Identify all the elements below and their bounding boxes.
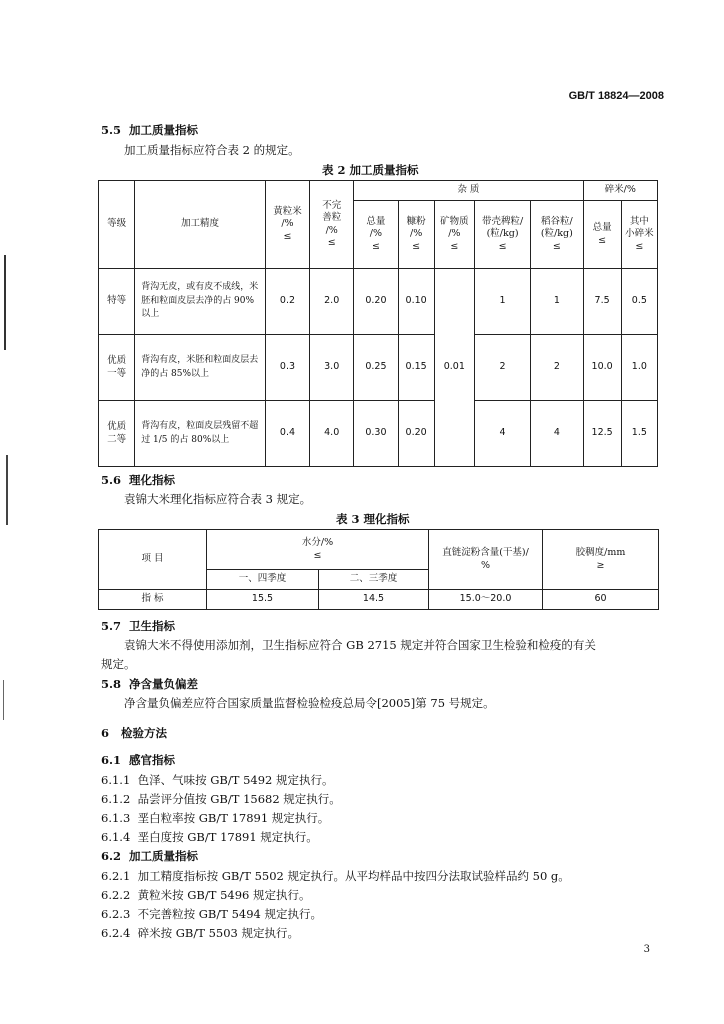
clause-number: 6.2.2 bbox=[101, 888, 131, 902]
value-cell: 0.25 bbox=[354, 335, 398, 401]
clause-text: 品尝评分值按 GB/T 15682 规定执行。 bbox=[137, 792, 341, 806]
header-season-1-4: 一、四季度 bbox=[207, 570, 319, 590]
value-cell: 15.5 bbox=[207, 590, 319, 610]
value-cell: 0.5 bbox=[621, 269, 657, 335]
header-small-broken: 其中 小碎米 ≤ bbox=[621, 201, 657, 269]
clause-text: 不完善粒按 GB/T 5494 规定执行。 bbox=[137, 907, 322, 921]
clause-6-2-4 bbox=[101, 925, 299, 941]
value-cell: 0.30 bbox=[354, 401, 398, 467]
value-cell: 1.0 bbox=[621, 335, 657, 401]
clause-6-2-3 bbox=[101, 906, 322, 922]
value-cell: 14.5 bbox=[319, 590, 429, 610]
clause-6-1-3 bbox=[101, 810, 329, 826]
section-title: 加工质量指标 bbox=[129, 123, 199, 137]
clause-number: 6.2.1 bbox=[101, 869, 131, 883]
section-number: 6 bbox=[101, 726, 110, 740]
table-3 bbox=[98, 529, 659, 610]
clause-6-1-1 bbox=[101, 772, 334, 788]
section-title: 加工质量指标 bbox=[129, 849, 199, 863]
header-bran: 糠粉 /% ≤ bbox=[398, 201, 434, 269]
clause-6-1-4 bbox=[101, 829, 318, 845]
section-5-5-text: 加工质量指标应符合表 2 的规定。 bbox=[124, 143, 300, 157]
header-moisture: 水分/% ≤ bbox=[207, 530, 429, 570]
table-2 bbox=[98, 180, 658, 467]
header-yellow-grain: 黄粒米 /% ≤ bbox=[265, 181, 309, 269]
header-broken-total: 总量 ≤ bbox=[583, 201, 621, 269]
section-title: 理化指标 bbox=[129, 473, 176, 487]
value-cell: 0.15 bbox=[398, 335, 434, 401]
header-impurity: 杂 质 bbox=[354, 181, 583, 201]
header-gel-consistency: 胶稠度/mm ≥ bbox=[543, 530, 659, 590]
value-cell: 1.5 bbox=[621, 401, 657, 467]
table-3-caption: 表 3 理化指标 bbox=[336, 512, 410, 526]
precision-cell: 背沟有皮，米胚和粒面皮层去净的占 85%以上 bbox=[135, 335, 266, 401]
clause-number: 6.2.3 bbox=[101, 907, 131, 921]
section-5-6-text: 袁锦大米理化指标应符合表 3 规定。 bbox=[124, 492, 312, 506]
value-cell: 0.3 bbox=[265, 335, 309, 401]
value-cell: 10.0 bbox=[583, 335, 621, 401]
clause-6-2-1 bbox=[101, 868, 570, 884]
header-item: 项 目 bbox=[99, 530, 207, 590]
section-5-8-heading bbox=[101, 676, 198, 692]
value-cell: 1 bbox=[474, 269, 530, 335]
value-cell: 2 bbox=[474, 335, 530, 401]
section-title: 检验方法 bbox=[121, 726, 168, 740]
clause-number: 6.1.1 bbox=[101, 773, 131, 787]
value-cell: 3.0 bbox=[310, 335, 354, 401]
header-season-2-3: 二、三季度 bbox=[319, 570, 429, 590]
section-title: 净含量负偏差 bbox=[129, 677, 199, 691]
scan-edge-mark bbox=[4, 255, 6, 350]
precision-cell: 背沟有皮，粒面皮层残留不超过 1/5 的占 80%以上 bbox=[135, 401, 266, 467]
clause-text: 加工精度指标按 GB/T 5502 规定执行。从平均样品中按四分法取试验样品约 50 g。 bbox=[137, 869, 570, 883]
grade-cell: 优质 一等 bbox=[99, 335, 135, 401]
standard-number: GB/T 18824—2008 bbox=[568, 90, 664, 102]
section-6-2-heading bbox=[101, 848, 198, 864]
precision-cell: 背沟无皮，或有皮不成线，米胚和粒面皮层去净的占 90%以上 bbox=[135, 269, 266, 335]
header-amylose: 直链淀粉含量(干基)/ % bbox=[429, 530, 543, 590]
section-5-7-text: 袁锦大米不得使用添加剂，卫生指标应符合 GB 2715 规定并符合国家卫生检验和检疫的有关 bbox=[124, 638, 596, 652]
value-cell: 0.20 bbox=[354, 269, 398, 335]
header-broken-rice: 碎米/% bbox=[583, 181, 657, 201]
value-cell: 60 bbox=[543, 590, 659, 610]
page-number: 3 bbox=[643, 944, 650, 955]
section-6-1-heading bbox=[101, 752, 175, 768]
section-5-7-text-cont: 规定。 bbox=[101, 657, 136, 671]
value-cell: 0.4 bbox=[265, 401, 309, 467]
section-6-heading bbox=[101, 725, 167, 741]
clause-text: 黄粒米按 GB/T 5496 规定执行。 bbox=[137, 888, 311, 902]
section-title: 卫生指标 bbox=[129, 619, 176, 633]
header-precision: 加工精度 bbox=[135, 181, 266, 269]
value-cell: 1 bbox=[531, 269, 583, 335]
scan-edge-mark bbox=[3, 680, 4, 720]
clause-6-1-2 bbox=[101, 791, 341, 807]
section-number: 6.2 bbox=[101, 849, 122, 863]
header-mineral: 矿物质 /% ≤ bbox=[434, 201, 474, 269]
section-5-8-text: 净含量负偏差应符合国家质量监督检验检疫总局令[2005]第 75 号规定。 bbox=[124, 696, 495, 710]
section-number: 5.7 bbox=[101, 619, 122, 633]
value-cell: 15.0～20.0 bbox=[429, 590, 543, 610]
table-2-caption: 表 2 加工质量指标 bbox=[322, 163, 419, 177]
row-label: 指 标 bbox=[99, 590, 207, 610]
section-title: 感官指标 bbox=[129, 753, 176, 767]
value-cell: 4 bbox=[474, 401, 530, 467]
value-cell: 4 bbox=[531, 401, 583, 467]
value-cell: 2 bbox=[531, 335, 583, 401]
value-cell: 12.5 bbox=[583, 401, 621, 467]
scan-edge-mark bbox=[6, 455, 8, 525]
header-imperfect-grain: 不完 善粒 /% ≤ bbox=[310, 181, 354, 269]
header-impurity-total: 总量 /% ≤ bbox=[354, 201, 398, 269]
clause-text: 垩白度按 GB/T 17891 规定执行。 bbox=[137, 830, 318, 844]
clause-number: 6.1.3 bbox=[101, 811, 131, 825]
clause-number: 6.1.2 bbox=[101, 792, 131, 806]
header-grade: 等级 bbox=[99, 181, 135, 269]
value-cell: 0.10 bbox=[398, 269, 434, 335]
section-number: 6.1 bbox=[101, 753, 122, 767]
section-5-7-heading bbox=[101, 618, 175, 634]
value-cell: 2.0 bbox=[310, 269, 354, 335]
table-row bbox=[99, 590, 659, 610]
clause-text: 碎米按 GB/T 5503 规定执行。 bbox=[137, 926, 299, 940]
header-paddy-grain: 稻谷粒/ (粒/kg) ≤ bbox=[531, 201, 583, 269]
table-row bbox=[99, 335, 658, 401]
section-number: 5.8 bbox=[101, 677, 122, 691]
section-number: 5.6 bbox=[101, 473, 122, 487]
section-5-6-heading bbox=[101, 472, 175, 488]
clause-text: 色泽、气味按 GB/T 5492 规定执行。 bbox=[137, 773, 334, 787]
header-husked-barnyard: 带壳稗粒/ (粒/kg) ≤ bbox=[474, 201, 530, 269]
mineral-value-cell: 0.01 bbox=[434, 269, 474, 467]
clause-6-2-2 bbox=[101, 887, 311, 903]
clause-number: 6.1.4 bbox=[101, 830, 131, 844]
table-row bbox=[99, 269, 658, 335]
grade-cell: 优质 二等 bbox=[99, 401, 135, 467]
value-cell: 0.20 bbox=[398, 401, 434, 467]
clause-number: 6.2.4 bbox=[101, 926, 131, 940]
section-number: 5.5 bbox=[101, 123, 122, 137]
section-5-5-heading bbox=[101, 122, 198, 138]
clause-text: 垩白粒率按 GB/T 17891 规定执行。 bbox=[137, 811, 330, 825]
table-row bbox=[99, 401, 658, 467]
grade-cell: 特等 bbox=[99, 269, 135, 335]
value-cell: 4.0 bbox=[310, 401, 354, 467]
value-cell: 0.2 bbox=[265, 269, 309, 335]
value-cell: 7.5 bbox=[583, 269, 621, 335]
